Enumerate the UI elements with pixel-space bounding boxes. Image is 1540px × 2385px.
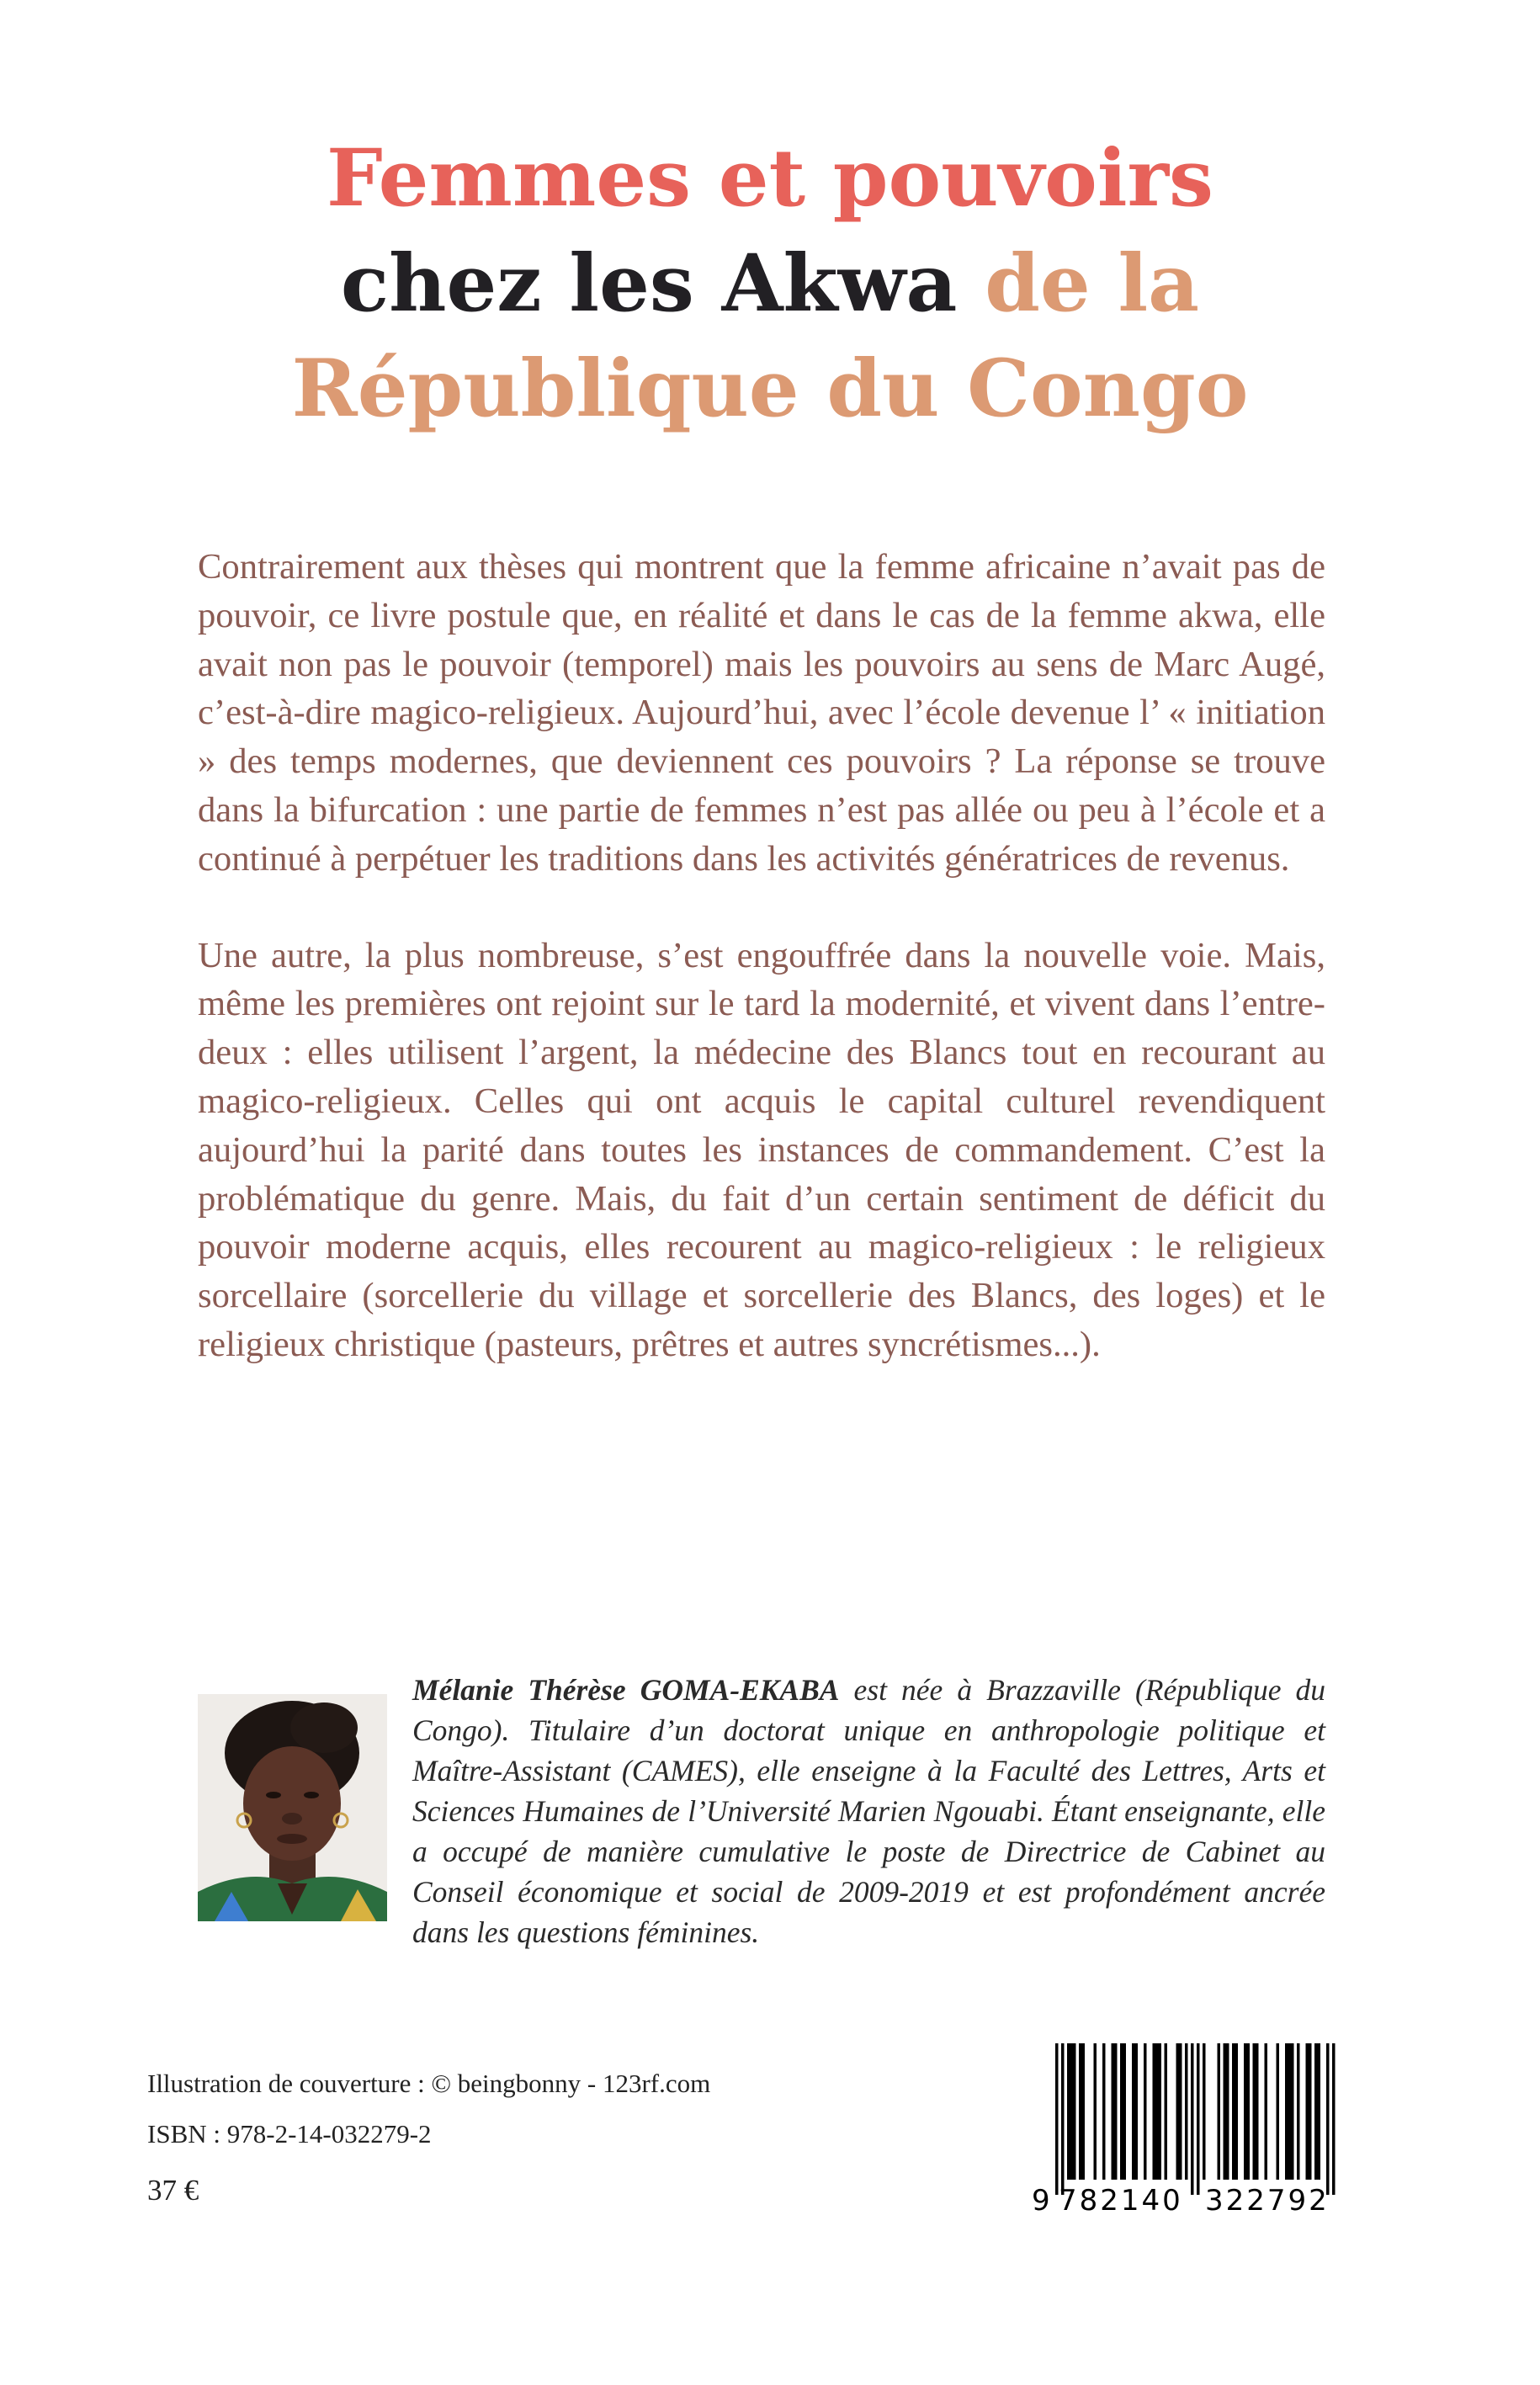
barcode-bar (1165, 2043, 1168, 2180)
barcode-bar (1288, 2043, 1292, 2180)
barcode-bar (1176, 2043, 1180, 2180)
title-line-3 (0, 337, 1540, 442)
barcode-bar (1055, 2043, 1059, 2195)
barcode-bar (1232, 2043, 1235, 2180)
barcode-bar (1061, 2043, 1065, 2195)
barcode-bar (1185, 2043, 1188, 2180)
barcode-bar (1306, 2043, 1309, 2180)
barcode-bar (1314, 2043, 1318, 2180)
barcode-bar (1318, 2043, 1321, 2180)
barcode-bar (1326, 2043, 1330, 2195)
barcode-bar (1102, 2043, 1106, 2180)
barcode-group-2: 322792 (1205, 2184, 1330, 2216)
title-line-2 (0, 231, 1540, 337)
barcode-bar (1179, 2043, 1182, 2180)
blurb-paragraph-1: Contrairement aux thèses qui montrent que la femme africaine n’avait pas de pouvoir, ce livre postule que, en réalité et dans le cas de la femme akwa, elle avait non pas le pouvoir (temporel) mais les pouvoirs au sens de Marc Augé, c’est-à-dire magico-religieux. Aujourd’hui, avec l’école devenue l’ « initiation » des temps modernes, que deviennent ces pouvoirs ? La réponse se trouve dans la bifurcation : une partie de femmes n’est pas allée ou peu à l’école et a continué à perpétuer les traditions dans les activités génératrices de revenus. (198, 547, 1325, 879)
barcode-bar (1218, 2043, 1221, 2180)
barcode-bar (1112, 2043, 1115, 2180)
title-republique-du-congo: République du Congo (291, 343, 1249, 435)
barcode-bar (1153, 2043, 1156, 2180)
barcode-bar (1114, 2043, 1118, 2180)
barcode-bar (1159, 2043, 1162, 2180)
barcode-bar (1203, 2043, 1206, 2180)
barcode-bar (1070, 2043, 1074, 2180)
barcode-bar (1332, 2043, 1336, 2195)
back-cover-blurb (198, 543, 1325, 1417)
title-chez-les-akwa: chez les Akwa (340, 237, 958, 330)
barcode-bar (1226, 2043, 1229, 2180)
barcode-bar (1256, 2043, 1259, 2180)
author-photo (198, 1694, 387, 1921)
barcode-bar (1155, 2043, 1159, 2180)
barcode-bar (1244, 2043, 1247, 2180)
price: 37 € (147, 2174, 199, 2207)
author-bio-text: est née à Brazzaville (République du Congo). Titulaire d’un doctorat unique en anthropologie politique et Maître-Assistant (CAMES), elle enseigne à la Faculté des Lettres, Arts et Sciences Humaines de l’Université Marien Ngouabi. Étant enseignante, elle a occupé de manière cumulative le poste de Directrice de Cabinet au Conseil économique et social de 2009-2019 et est profondément ancrée dans les questions féminines. (412, 1673, 1326, 1949)
blurb-paragraph-2: Une autre, la plus nombreuse, s’est engouffrée dans la nouvelle voie. Mais, même les premières ont rejoint sur le tard la modernité, et vivent dans l’entre-deux : elles utilisent l’argent, la médecine des Blancs tout en recourant au magico-religieux. Celles qui ont acquis le capital culturel revendiquent aujourd’hui la parité dans toutes les instances de commandement. C’est la problématique du genre. Mais, du fait d’un certain sentiment de déficit du pouvoir moderne acquis, elles recourent au magico-religieux : le religieux sorcellaire (sorcellerie du village et sorcellerie des Blancs, des loges) et le religieux christique (pasteurs, prêtres et autres syncrétismes...). (198, 935, 1325, 1364)
title-de-la: de la (985, 237, 1200, 330)
barcode-bar (1285, 2043, 1288, 2180)
title-line-1 (0, 126, 1540, 231)
barcode-bar (1067, 2043, 1070, 2180)
barcode-bar (1191, 2043, 1194, 2195)
isbn-barcode (1025, 2043, 1355, 2216)
barcode-first-digit: 9 (1032, 2184, 1050, 2216)
isbn: ISBN : 978-2-14-032279-2 (147, 2119, 432, 2149)
barcode-bar (1079, 2043, 1082, 2180)
barcode-bar (1309, 2043, 1312, 2180)
barcode-bar (1265, 2043, 1268, 2180)
barcode-bar (1247, 2043, 1251, 2180)
book-title (0, 126, 1540, 442)
title-femmes-et-pouvoirs: Femmes et pouvoirs (327, 132, 1213, 225)
author-bio (412, 1670, 1325, 1952)
barcode-bar (1082, 2043, 1086, 2180)
barcode-bar (1123, 2043, 1127, 2180)
barcode-bar (1291, 2043, 1294, 2180)
barcode-bar (1094, 2043, 1097, 2180)
barcode-bar (1135, 2043, 1139, 2180)
barcode-bar (1197, 2043, 1200, 2195)
barcode-bar (1253, 2043, 1256, 2180)
barcode-bar (1235, 2043, 1239, 2180)
barcode-bar (1120, 2043, 1123, 2180)
barcode-bar (1277, 2043, 1280, 2180)
barcode-bar (1144, 2043, 1147, 2180)
barcode-bar (1297, 2043, 1300, 2180)
barcode-bar (1132, 2043, 1135, 2180)
barcode-bar (1224, 2043, 1227, 2180)
illustration-credit: Illustration de couverture : © beingbonny - 123rf.com (147, 2069, 711, 2098)
barcode-bar (1073, 2043, 1076, 2180)
barcode-group-1: 782140 (1059, 2184, 1183, 2216)
author-name: Mélanie Thérèse GOMA-EKABA (412, 1673, 840, 1707)
